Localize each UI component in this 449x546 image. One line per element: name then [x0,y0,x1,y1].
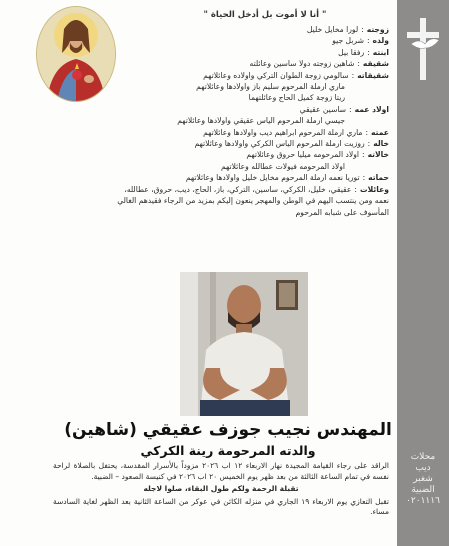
portrait-photo [180,272,308,416]
cross-dove-icon [403,14,443,82]
relation-label: زوجته [366,25,389,34]
relative-row: شقيقه:شاهين زوجته دولا ساسين وعائلته [249,59,389,69]
relation-value: ماري ارملة المرحوم ابراهيم ديب واولادها وعائلاتهم [203,127,363,137]
relation-label: حماته [368,173,389,183]
shop-line: شغبر [413,474,433,484]
side-band [397,0,449,546]
relation-label: ابنته [372,47,389,57]
relatives-list [59,24,389,218]
prayer-line: تقبلة الرحمة ولكم طول البقاء، صلوا لاجله [143,484,299,494]
relation-value: شاهين زوجته دولا ساسين وعائلته [249,59,355,69]
relation-value: اولاد المرحومه ميليا حروق وعائلاتهم [246,150,359,160]
condolences-details: تقبل التعازي يوم الاربعاء ١٩ الجاري في منزله الكائن في عوكر من الساعة الثانية بعد الظهر لغاية السادسة مساء. [53,496,389,517]
deceased-name: المهندس نجيب جوزف عقيقي (شاهين) [64,420,392,440]
shop-line: الضبية [411,485,435,495]
relative-row [59,115,389,126]
relation-label: ولده [372,36,389,46]
relation-label: وعائلات [359,184,389,194]
relative-row [59,92,389,103]
funeral-notice [53,461,389,518]
relation-value: جيسي ارملة المرحوم الياس عقيقي واولادها وعائلاتهم [177,116,345,126]
relative-row: زوجته:لورا مخايل خليل [306,25,389,34]
relative-row: خالاته:اولاد المرحومه ميليا حروق وعائلاتهم [246,150,389,160]
relation-value: شربل جيو [332,36,364,46]
relation-label: شقيقاته [357,70,389,80]
relation-value: رفقا بيل [338,47,365,57]
shop-credit [399,452,447,507]
relative-row [59,161,389,172]
relative-row: ولده:شربل جيو [332,36,389,46]
relation-value: ماري ارملة المرحوم سليم باز واولادها وعائلاتهم [196,82,345,92]
relative-row [59,81,389,92]
relative-row: وعائلات:عقيقي، خليل، الكركي، ساسين، التركي، باز، الحاج، ديب، حروق، عطالله، [124,184,389,194]
shop-line: ديب [415,463,431,473]
relative-row: شقيقاته:سالومي زوجة الطوان التركي واولاده وعائلاتهم [203,70,389,80]
relation-value: ريتا زوجة كميل الحاج وعائلتهما [248,93,345,103]
relative-row: ابنته:رفقا بيل [338,47,389,57]
relative-row: حماته:توريا نعمه ارملة المرحوم مخايل خليل واولادها وعائلاتهم [185,173,389,183]
relation-label: شقيقه [362,59,389,69]
relation-label: خالاته [367,150,389,160]
relation-value: عقيقي، خليل، الكركي، ساسين، التركي، باز، الحاج، ديب، حروق، عطالله، [124,184,352,194]
shop-line: محلات [410,452,436,462]
mother-line: والدته المرحومة رينة الكركي [140,443,316,458]
relatives-note: المأسوف على شبابه المرحوم [295,207,389,217]
relation-value: ساسين عقيقي [299,104,347,114]
relative-row: خاله:روزيت ارملة المرحوم الياس الكركي واولادها وعائلاتهم [194,139,389,149]
funeral-details: الراقد على رجاء القيامة المجيدة نهار الاربعاء ١٢ اب ٢٠٢٦ مزوداً بالأسرار المقدسة، يحتفل بالصلاة لراحة نفسه في تمام الساعة الثالثة من بعد ظهر يوم الخميس ٢٠ اب ٢٠٢٦ في كنيسة الصعود – الضبية. [53,461,389,481]
relation-value: سالومي زوجة الطوان التركي واولاده وعائلاتهم [203,70,349,80]
relation-label: خاله [373,139,389,149]
relative-row: اولاد عمه:ساسين عقيقي [299,104,389,114]
relation-value: روزيت ارملة المرحوم الياس الكركي واولادها وعائلاتهم [194,139,365,149]
shop-line: ٠٢٠١١١٦ [406,496,440,506]
relation-value: لورا مخايل خليل [306,25,359,34]
relation-value: توريا نعمه ارملة المرحوم مخايل خليل واولادها وعائلاتهم [185,173,360,183]
relation-label: اولاد عمه [354,104,389,114]
relative-row: عمته:ماري ارملة المرحوم ابراهيم ديب واولادها وعائلاتهم [203,127,389,137]
relation-value: اولاد المرحومه فيولات عطالله وعائلاتهم [220,161,345,171]
relation-label: عمته [371,127,389,137]
relatives-note: نعمه ومن ينتسب اليهم في الوطن والمهجر ينعون إليكم بمزيد من الرجاء فقيدهم الغالي [117,196,389,206]
quote: " أنا لا أموت بل أدخل الحياة " [203,10,327,20]
